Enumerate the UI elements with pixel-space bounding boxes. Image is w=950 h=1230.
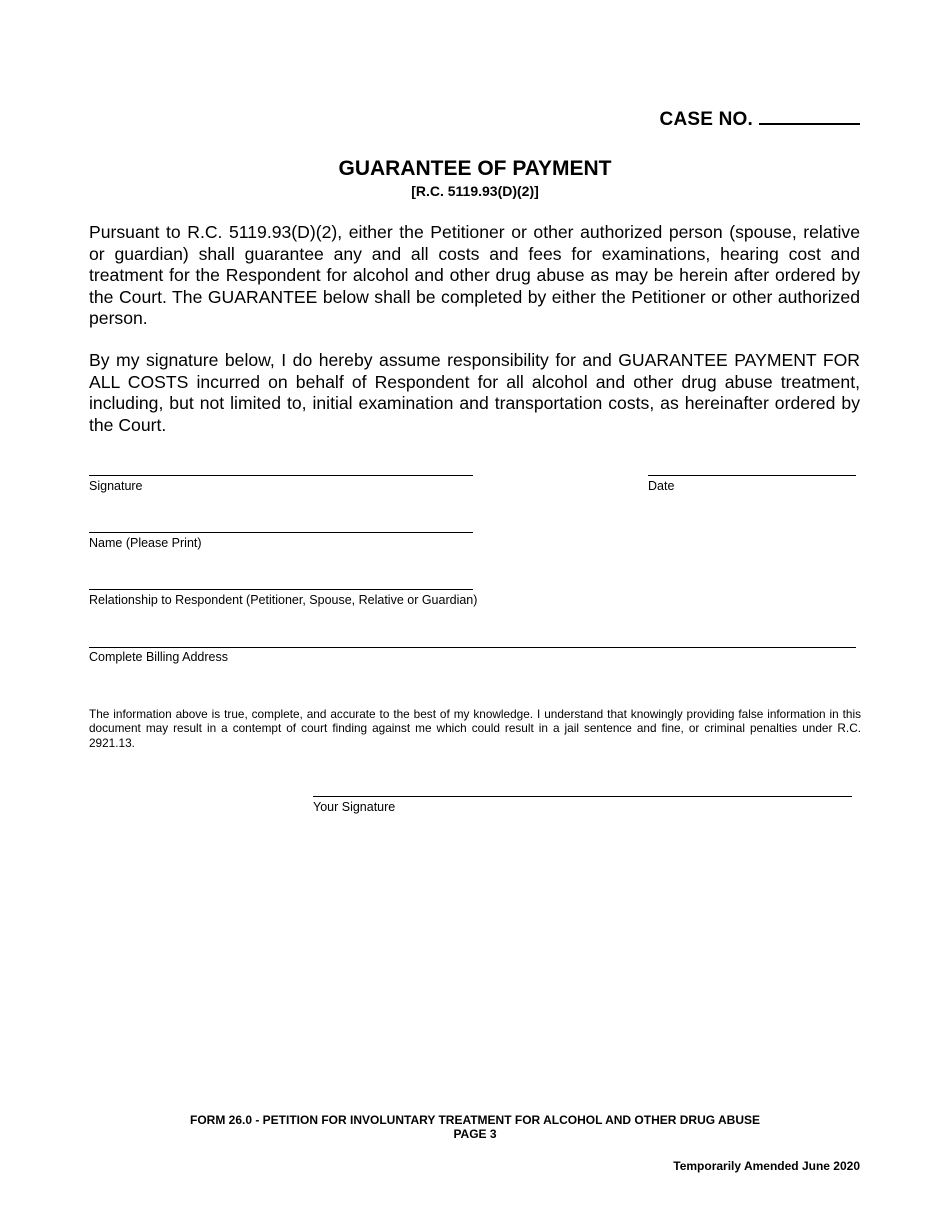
your-signature-line[interactable] xyxy=(313,796,852,797)
date-label: Date xyxy=(648,479,675,493)
signature-line[interactable] xyxy=(89,475,473,476)
attestation-text: The information above is true, complete, and accurate to the best of my knowledge. I understand that knowingly providing false information in this document may result in a contempt of court finding against me which could result in a jail sentence and fine, or criminal penalties under R.C. 2921.13. xyxy=(89,707,861,750)
name-label: Name (Please Print) xyxy=(89,536,202,550)
relationship-line[interactable] xyxy=(89,589,473,590)
date-line[interactable] xyxy=(648,475,856,476)
your-signature-label: Your Signature xyxy=(313,800,396,814)
case-number-blank[interactable] xyxy=(759,106,860,125)
amended-note: Temporarily Amended June 2020 xyxy=(673,1159,860,1173)
guarantee-paragraph-1: Pursuant to R.C. 5119.93(D)(2), either the Petitioner or other authorized person (spouse, relative or guardian) shall guarantee any and all costs and fees for examinations, hearing cost and treatment for the Respondent for alcohol and other drug abuse as may be herein after ordered by the Court. The GUARANTEE below shall be completed by either the Petitioner or other authorized person. xyxy=(89,222,860,328)
relationship-label: Relationship to Respondent (Petitioner, Spouse, Relative or Guardian) xyxy=(89,593,478,607)
page-number: PAGE 3 xyxy=(453,1127,497,1141)
case-number-label: CASE NO. xyxy=(659,109,753,130)
signature-label: Signature xyxy=(89,479,143,493)
statute-reference: [R.C. 5119.93(D)(2)] xyxy=(411,183,539,199)
guarantee-paragraph-2: By my signature below, I do hereby assume responsibility for and GUARANTEE PAYMENT FOR ALL COSTS incurred on behalf of Respondent for all alcohol and other drug abuse treatment, including, but not limited to, initial examination and transportation costs, as hereinafter ordered by the Court. xyxy=(89,350,860,435)
document-title: GUARANTEE OF PAYMENT xyxy=(338,157,612,180)
billing-address-line[interactable] xyxy=(89,647,856,648)
form-title-footer: FORM 26.0 - PETITION FOR INVOLUNTARY TREATMENT FOR ALCOHOL AND OTHER DRUG ABUSE xyxy=(189,1113,760,1127)
name-line[interactable] xyxy=(89,532,473,533)
case-number xyxy=(660,106,860,131)
billing-address-label: Complete Billing Address xyxy=(89,650,228,664)
